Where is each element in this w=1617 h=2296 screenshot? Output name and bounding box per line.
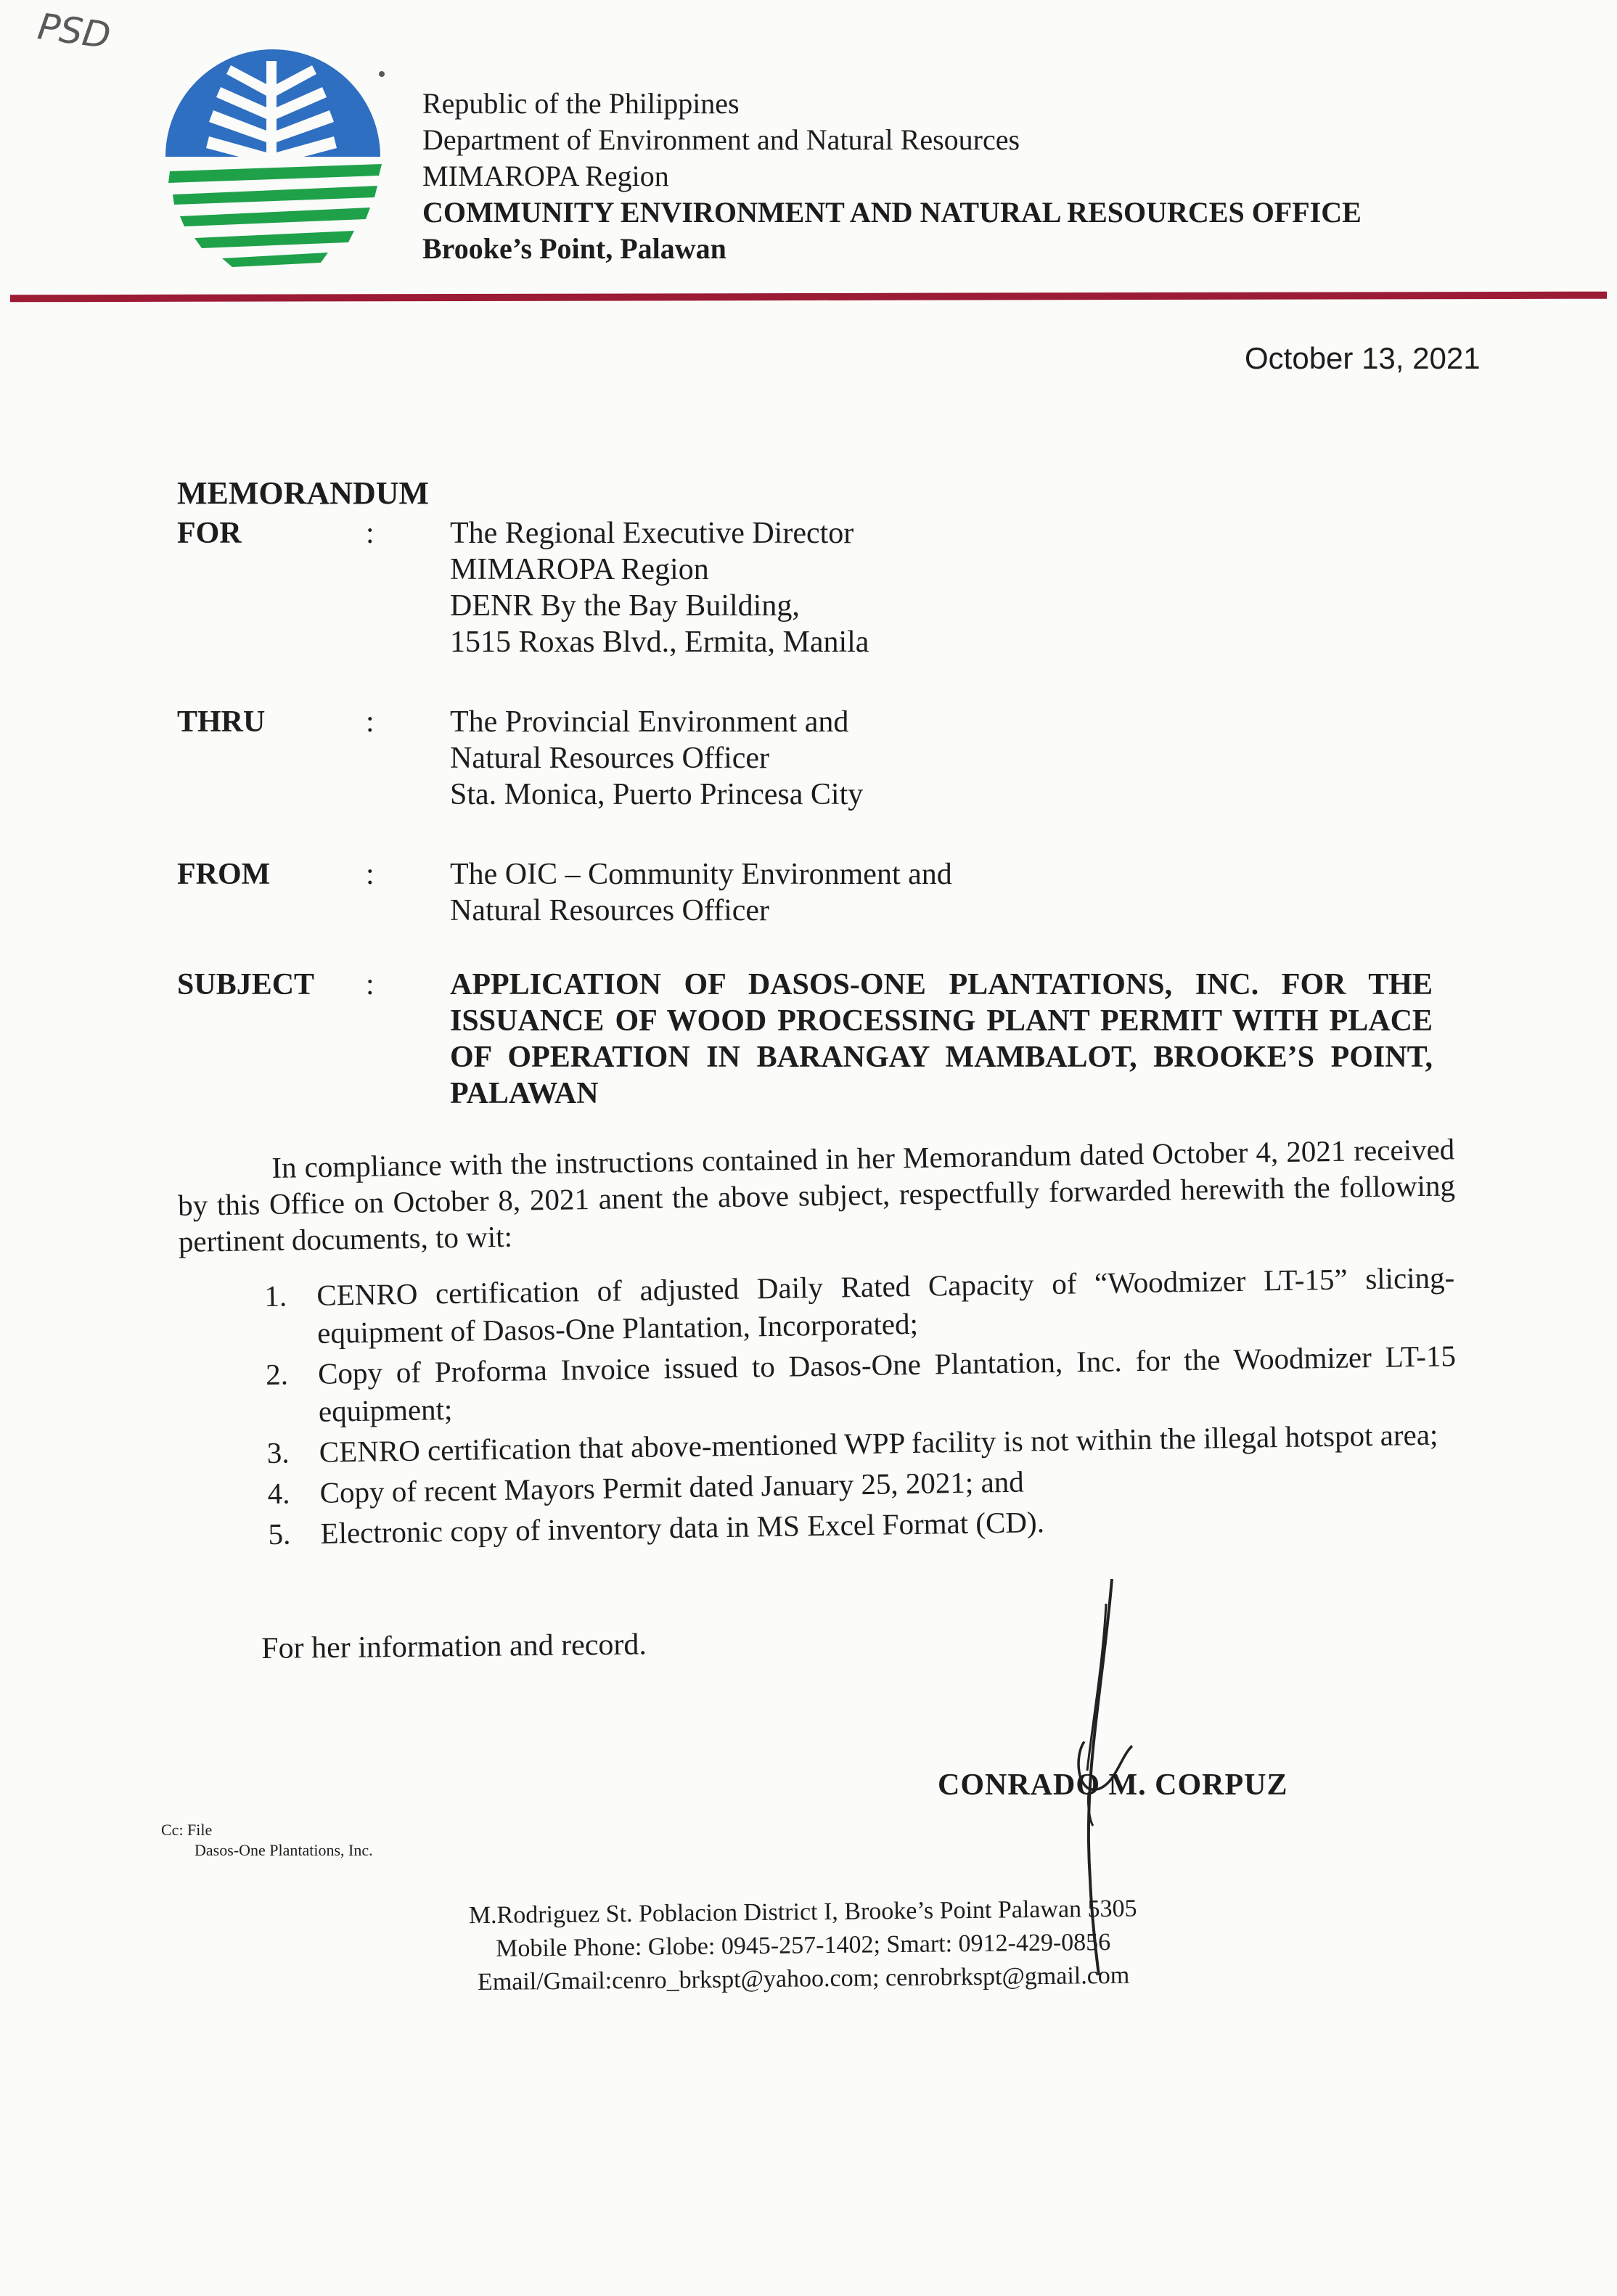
body-paragraph: In compliance with the instructions contained in her Memorandum dated October 4, 2021 received by this Office on October 8, 2021 anent the above subject, respectfully forwarded herewith the following pertinent documents, to wit: (177, 1132, 1456, 1258)
list-item-text: Copy of recent Mayors Permit dated January 25, 2021; and (319, 1464, 1025, 1509)
memo-date: October 13, 2021 (1245, 341, 1481, 375)
documents-list (264, 1258, 1459, 1556)
from-label: FROM (177, 858, 271, 891)
for-line: DENR By the Bay Building, (450, 589, 800, 623)
list-item-number: 5. (268, 1517, 291, 1551)
list-item-text: Electronic copy of inventory data in MS Excel Format (CD). (320, 1505, 1045, 1550)
cc-line: Cc: File (161, 1821, 213, 1839)
letterhead-department: Department of Environment and Natural Resources (422, 123, 1020, 156)
letterhead (422, 86, 1362, 267)
list-item-text: Copy of Proforma Invoice issued to Dasos-One Plantation, Inc. for the Woodmizer LT-15 equipment; (317, 1339, 1457, 1428)
list-item (266, 1337, 1457, 1431)
from-line: Natural Resources Officer (450, 894, 770, 927)
thru-line: Natural Resources Officer (450, 742, 770, 775)
subject-text: APPLICATION OF DASOS-ONE PLANTATIONS, INC. FOR THE ISSUANCE OF WOOD PROCESSING PLANT PERMIT WITH PLACE OF OPERATION IN BARANGAY MAMBALOT, BROOKE’S POINT, PALAWAN (450, 968, 1433, 1110)
subject-colon: : (366, 968, 374, 1001)
letterhead-location: Brooke’s Point, Palawan (422, 232, 726, 265)
signatory-name: CONRADO M. CORPUZ (938, 1768, 1288, 1802)
memo-title: MEMORANDUM (177, 475, 430, 511)
for-colon: : (366, 517, 374, 550)
closing-line: For her information and record. (261, 1628, 647, 1665)
letterhead-region: MIMAROPA Region (422, 160, 669, 192)
header-divider (10, 292, 1607, 303)
footer-phone: Mobile Phone: Globe: 0945-257-1402; Smart: 0912-429-0856 (495, 1929, 1111, 1962)
list-item-number: 1. (264, 1279, 287, 1313)
footer-address: M.Rodriguez St. Poblacion District I, Brooke’s Point Palawan 5305 (468, 1895, 1137, 1930)
list-item-text: CENRO certification of adjusted Daily Rated Capacity of “Woodmizer LT-15” slicing-equipment of Dasos-One Plantation, Incorporated; (316, 1260, 1455, 1350)
for-line: 1515 Roxas Blvd., Ermita, Manila (450, 626, 869, 659)
for-line: The Regional Executive Director (450, 517, 854, 550)
footer-contact (418, 1892, 1188, 2000)
for-line: MIMAROPA Region (450, 553, 709, 586)
list-item (264, 1258, 1455, 1353)
footer-email: Email/Gmail:cenro_brkspt@yahoo.com; cenrobrkspt@gmail.com (477, 1961, 1130, 1996)
for-recipient (450, 515, 869, 660)
subject-label: SUBJECT (177, 968, 315, 1001)
cc-line: Dasos-One Plantations, Inc. (195, 1841, 373, 1859)
carbon-copy (161, 1820, 373, 1861)
denr-logo (164, 41, 389, 280)
letterhead-office: COMMUNITY ENVIRONMENT AND NATURAL RESOURCES OFFICE (422, 196, 1362, 229)
thru-line: The Provincial Environment and (450, 705, 849, 739)
handwritten-note: PSD (35, 5, 113, 57)
thru-line: Sta. Monica, Puerto Princesa City (450, 778, 864, 811)
thru-colon: : (366, 705, 374, 739)
list-item-number: 4. (267, 1476, 290, 1510)
list-item-number: 2. (265, 1357, 289, 1391)
thru-label: THRU (177, 705, 266, 739)
letterhead-country: Republic of the Philippines (422, 87, 740, 120)
list-item-number: 3. (266, 1435, 290, 1469)
thru-recipient (450, 704, 863, 813)
list-item-text: CENRO certification that above-mentioned WPP facility is not within the illegal hotspot area; (319, 1417, 1438, 1469)
for-label: FOR (177, 517, 242, 550)
from-line: The OIC – Community Environment and (450, 858, 952, 891)
from-sender (450, 856, 952, 929)
from-colon: : (366, 858, 374, 891)
